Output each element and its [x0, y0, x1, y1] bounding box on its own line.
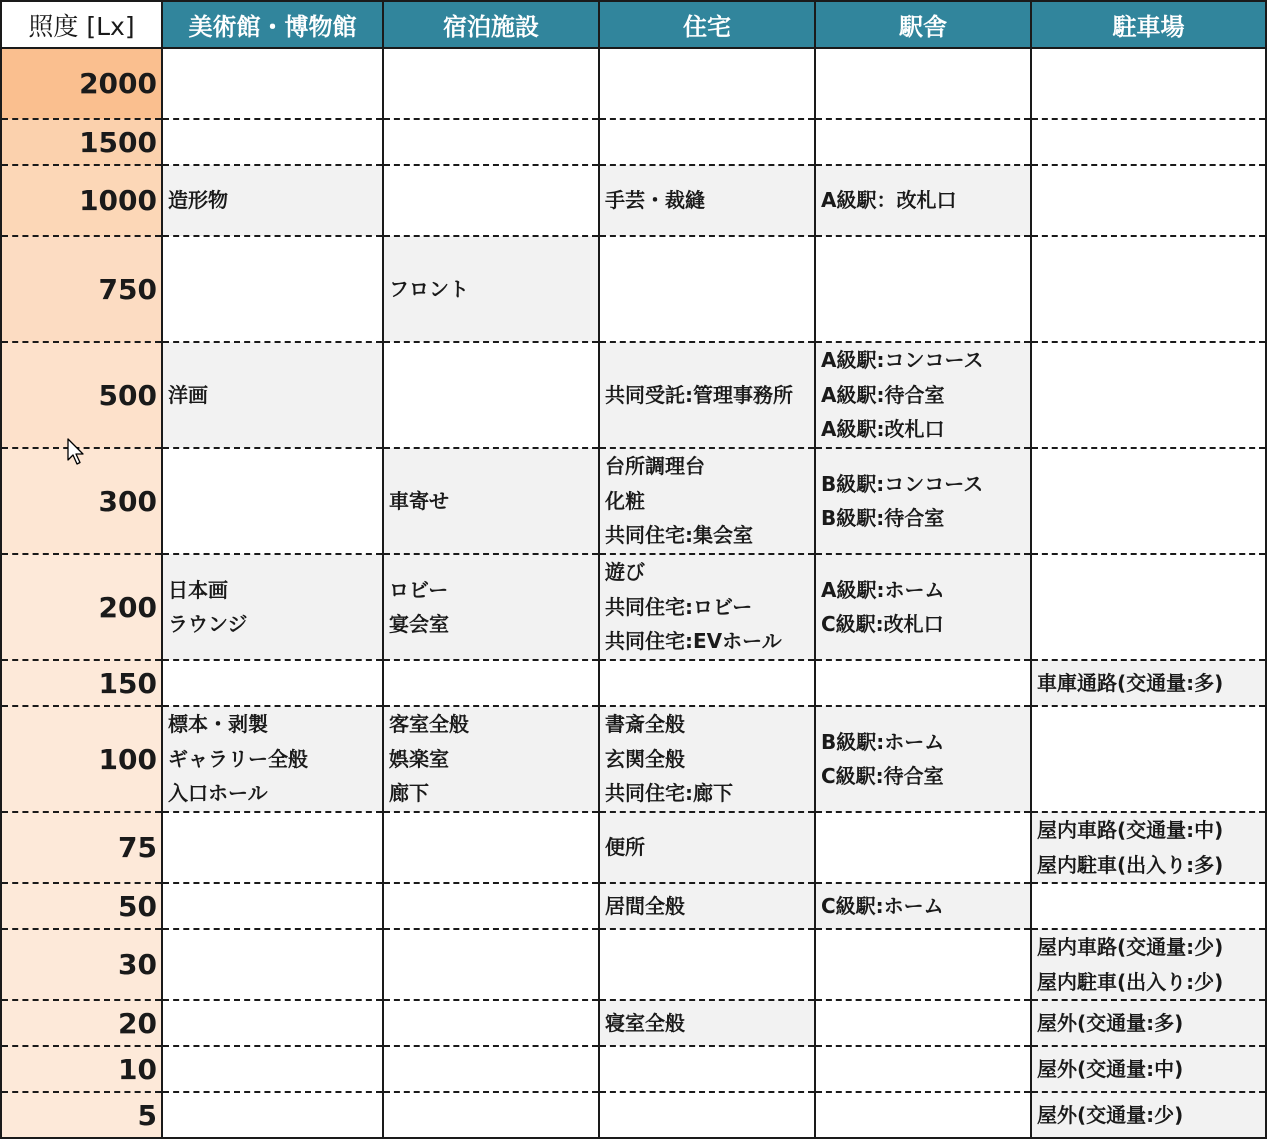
cell-lodging[interactable]	[383, 706, 599, 812]
lux-value-cell[interactable]: 300	[1, 448, 162, 554]
lux-value-cell[interactable]: 1000	[1, 165, 162, 236]
cell-housing[interactable]	[599, 929, 815, 1000]
cell-museum[interactable]	[162, 929, 383, 1000]
cell-museum[interactable]	[162, 1000, 383, 1046]
cell-station[interactable]	[815, 812, 1031, 883]
cell-text: 共同住宅:集会室	[605, 523, 753, 548]
cell-museum[interactable]	[162, 883, 383, 929]
cell-parking[interactable]	[1031, 448, 1266, 554]
cell-text: 屋外(交通量:多)	[1037, 1010, 1184, 1035]
cell-housing[interactable]	[599, 236, 815, 342]
lux-value-cell[interactable]: 30	[1, 929, 162, 1000]
cell-parking[interactable]	[1031, 929, 1266, 1000]
cell-housing[interactable]	[599, 554, 815, 660]
cell-parking[interactable]	[1031, 1000, 1266, 1046]
cell-housing[interactable]	[599, 812, 815, 883]
lux-value-cell[interactable]: 20	[1, 1000, 162, 1046]
cell-text: A級駅:ホーム	[821, 577, 945, 602]
lux-value-cell[interactable]: 500	[1, 342, 162, 448]
table-row	[1, 165, 1266, 236]
table-row	[1, 119, 1266, 165]
table-row	[1, 812, 1266, 883]
cell-text: 客室全般	[389, 712, 469, 737]
cell-housing[interactable]	[599, 883, 815, 929]
cell-station[interactable]	[815, 929, 1031, 1000]
lux-value-cell[interactable]: 1500	[1, 119, 162, 165]
cell-parking[interactable]	[1031, 119, 1266, 165]
cell-lodging[interactable]	[383, 929, 599, 1000]
table-row	[1, 660, 1266, 706]
cell-text: A級駅:待合室	[821, 382, 945, 407]
cell-text: ギャラリー全般	[168, 746, 308, 771]
cell-housing[interactable]	[599, 342, 815, 448]
table-row	[1, 448, 1266, 554]
cell-housing[interactable]	[599, 660, 815, 706]
table-body	[1, 48, 1266, 1138]
cell-station[interactable]	[815, 706, 1031, 812]
cell-text: 屋内車路(交通量:少)	[1037, 935, 1224, 959]
column-header-parking[interactable]: 駐車場	[1031, 1, 1266, 48]
cell-text: 造形物	[168, 188, 228, 213]
cell-station[interactable]	[815, 1000, 1031, 1046]
cell-text: 書斎全般	[605, 712, 685, 737]
cell-museum[interactable]	[162, 1092, 383, 1138]
column-header-housing[interactable]: 住宅	[599, 1, 815, 48]
lux-value-cell[interactable]: 2000	[1, 48, 162, 119]
table-row	[1, 1046, 1266, 1092]
cell-text: 居間全般	[605, 893, 685, 918]
cell-text: C級駅:待合室	[821, 764, 944, 788]
cell-text: 便所	[605, 835, 645, 860]
cell-text: 化粧	[605, 488, 645, 513]
cell-text: C級駅:改札口	[821, 612, 944, 636]
cell-text: 宴会室	[389, 612, 449, 636]
cell-station[interactable]	[815, 48, 1031, 119]
cell-lodging[interactable]	[383, 883, 599, 929]
lux-value-cell[interactable]: 100	[1, 706, 162, 812]
cell-text: 屋内車路(交通量:中)	[1037, 818, 1224, 842]
cell-text: 娯楽室	[389, 746, 449, 771]
cell-station[interactable]	[815, 883, 1031, 929]
cell-housing[interactable]	[599, 48, 815, 119]
cell-lodging[interactable]	[383, 554, 599, 660]
cell-parking[interactable]	[1031, 236, 1266, 342]
cell-text: A級駅:改札口	[821, 417, 945, 442]
cell-lodging[interactable]	[383, 236, 599, 342]
cell-station[interactable]	[815, 342, 1031, 448]
lux-value-cell[interactable]: 200	[1, 554, 162, 660]
lux-value-cell[interactable]: 10	[1, 1046, 162, 1092]
lux-value-cell[interactable]: 750	[1, 236, 162, 342]
lux-value-cell[interactable]: 50	[1, 883, 162, 929]
cell-text: 入口ホール	[168, 781, 268, 806]
cell-museum[interactable]	[162, 812, 383, 883]
cell-parking[interactable]	[1031, 706, 1266, 812]
cell-text: B級駅:コンコース	[821, 471, 984, 496]
cell-station[interactable]	[815, 660, 1031, 706]
cell-museum[interactable]	[162, 554, 383, 660]
cell-text: 車寄せ	[389, 488, 449, 513]
cell-text: ラウンジ	[168, 612, 248, 636]
cell-museum[interactable]	[162, 236, 383, 342]
cell-text: 共同受託:管理事務所	[605, 382, 793, 407]
cell-text: 遊び	[605, 560, 645, 585]
cell-text: 寝室全般	[605, 1010, 685, 1035]
cell-parking[interactable]	[1031, 48, 1266, 119]
corner-header-lux[interactable]: 照度 [Lx]	[1, 1, 162, 48]
cell-lodging[interactable]	[383, 119, 599, 165]
cell-station[interactable]	[815, 554, 1031, 660]
cell-lodging[interactable]	[383, 1092, 599, 1138]
cell-text: B級駅:待合室	[821, 506, 945, 530]
column-header-lodging[interactable]: 宿泊施設	[383, 1, 599, 48]
lux-value-cell[interactable]: 150	[1, 660, 162, 706]
cell-text: 共同住宅:EVホール	[605, 629, 782, 654]
table-row	[1, 706, 1266, 812]
table-row	[1, 1092, 1266, 1138]
cell-parking[interactable]	[1031, 342, 1266, 448]
cell-museum[interactable]	[162, 165, 383, 236]
table-row	[1, 929, 1266, 1000]
table-row	[1, 236, 1266, 342]
cell-station[interactable]	[815, 236, 1031, 342]
cell-text: 日本画	[168, 577, 228, 602]
cell-housing[interactable]	[599, 706, 815, 812]
cell-lodging[interactable]	[383, 660, 599, 706]
table-row	[1, 48, 1266, 119]
cell-museum[interactable]	[162, 706, 383, 812]
cell-text: 屋内駐車(出入り:多)	[1037, 852, 1224, 877]
cell-museum[interactable]	[162, 48, 383, 119]
lux-value-cell[interactable]: 5	[1, 1092, 162, 1138]
cell-lodging[interactable]	[383, 165, 599, 236]
cell-museum[interactable]	[162, 342, 383, 448]
cell-parking[interactable]	[1031, 554, 1266, 660]
cell-parking[interactable]	[1031, 1092, 1266, 1138]
cell-lodging[interactable]	[383, 448, 599, 554]
cell-text: 共同住宅:ロビー	[605, 594, 753, 619]
cell-text: A級駅:コンコース	[821, 348, 984, 373]
cell-text: 廊下	[389, 781, 429, 806]
cell-text: A級駅：改札口	[821, 188, 957, 213]
cell-text: 屋外(交通量:中)	[1037, 1056, 1184, 1081]
cell-text: 手芸・裁縫	[605, 188, 705, 213]
table-row	[1, 554, 1266, 660]
cell-lodging[interactable]	[383, 342, 599, 448]
cell-text: 玄関全般	[605, 746, 685, 771]
cell-text: 標本・剥製	[168, 712, 268, 737]
cell-parking[interactable]	[1031, 1046, 1266, 1092]
cell-station[interactable]	[815, 448, 1031, 554]
cell-parking[interactable]	[1031, 812, 1266, 883]
cell-museum[interactable]	[162, 448, 383, 554]
cell-text: 台所調理台	[605, 454, 705, 479]
cell-station[interactable]	[815, 1046, 1031, 1092]
lux-value-cell[interactable]: 75	[1, 812, 162, 883]
cell-station[interactable]	[815, 165, 1031, 236]
cell-text: 屋内駐車(出入り:少)	[1037, 969, 1224, 994]
table-row	[1, 883, 1266, 929]
cell-text: 車庫通路(交通量:多)	[1037, 670, 1224, 695]
cell-text: C級駅:ホーム	[821, 893, 944, 918]
cell-lodging[interactable]	[383, 1000, 599, 1046]
cell-housing[interactable]	[599, 1046, 815, 1092]
cell-text: フロント	[389, 276, 469, 301]
cell-housing[interactable]	[599, 1092, 815, 1138]
cell-parking[interactable]	[1031, 660, 1266, 706]
column-header-station[interactable]: 駅舎	[815, 1, 1031, 48]
cell-text: 共同住宅:廊下	[605, 781, 733, 806]
cell-housing[interactable]	[599, 119, 815, 165]
cell-housing[interactable]	[599, 448, 815, 554]
column-header-museum[interactable]: 美術館・博物館	[162, 1, 383, 48]
cell-museum[interactable]	[162, 119, 383, 165]
cell-housing[interactable]	[599, 1000, 815, 1046]
cell-museum[interactable]	[162, 1046, 383, 1092]
table-row	[1, 1000, 1266, 1046]
cell-museum[interactable]	[162, 660, 383, 706]
cell-parking[interactable]	[1031, 883, 1266, 929]
cell-text: ロビー	[389, 577, 449, 602]
cell-lodging[interactable]	[383, 1046, 599, 1092]
cell-lodging[interactable]	[383, 48, 599, 119]
cell-station[interactable]	[815, 1092, 1031, 1138]
cell-text: B級駅:ホーム	[821, 729, 945, 754]
cell-text: 屋外(交通量:少)	[1037, 1102, 1184, 1127]
cell-text: 洋画	[168, 382, 208, 407]
header-row	[1, 1, 1266, 48]
cell-parking[interactable]	[1031, 165, 1266, 236]
cell-housing[interactable]	[599, 165, 815, 236]
cell-lodging[interactable]	[383, 812, 599, 883]
cell-station[interactable]	[815, 119, 1031, 165]
table-row	[1, 342, 1266, 448]
